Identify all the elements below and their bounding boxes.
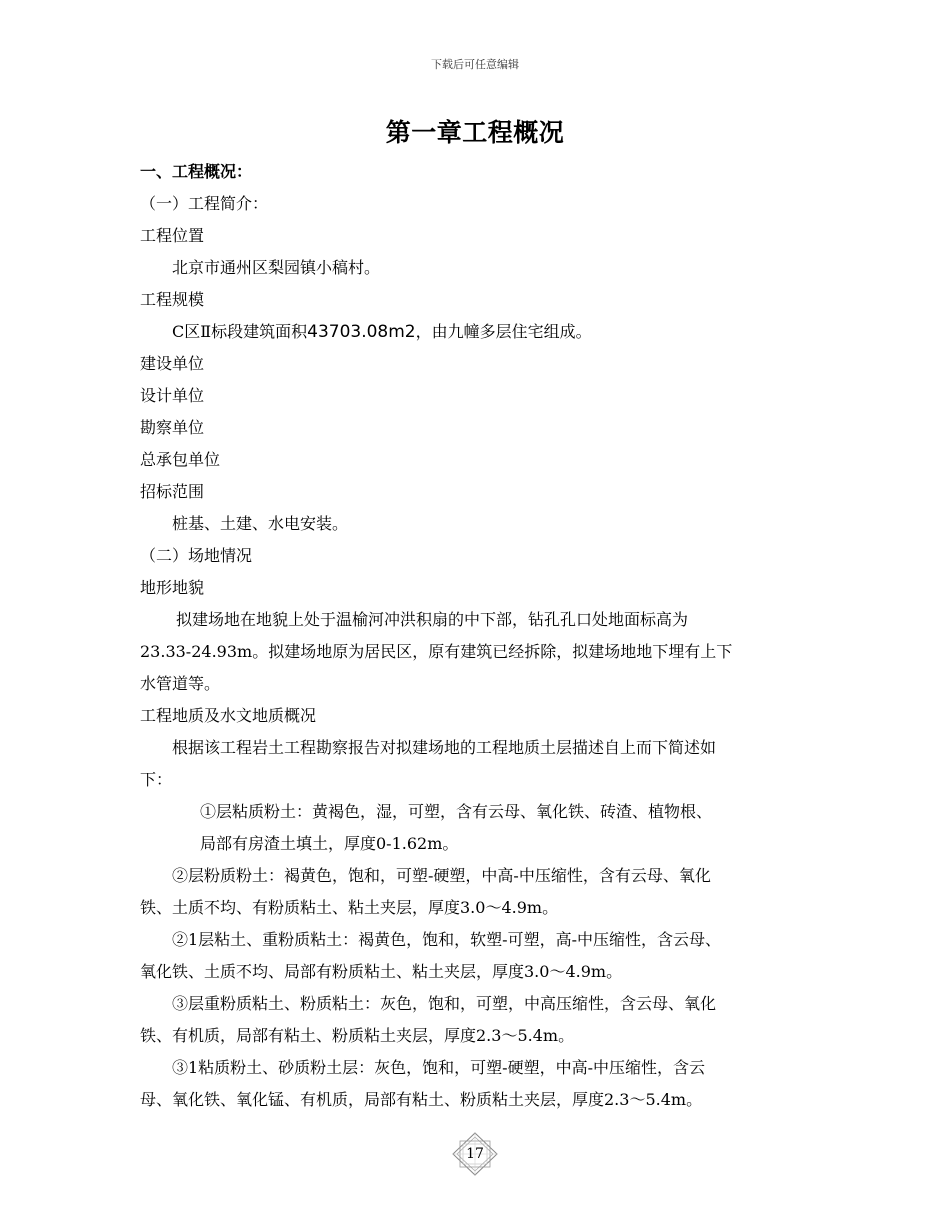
page-number-badge	[452, 1132, 498, 1176]
section-heading: 一、工程概况：	[140, 162, 253, 181]
document-body	[140, 156, 812, 1116]
layer-description-line: ①层粘质粉土：黄褐色，湿，可塑，含有云母、氧化铁、砖渣、植物根、	[200, 802, 713, 821]
page-number: 17	[466, 1146, 484, 1162]
layer-description-line: 局部有房渣土填土，厚度0-1.62m。	[200, 834, 459, 853]
bid-label: 招标范围	[140, 482, 205, 501]
scale-label: 工程规模	[140, 290, 205, 309]
geology-paragraph-line: 根据该工程岩土工程勘察报告对拟建场地的工程地质土层描述自上而下简述如	[172, 738, 717, 757]
subsection-heading: （二）场地情况	[140, 546, 253, 565]
chapter-title: 第一章工程概况	[385, 118, 565, 147]
layer-description-line: ③1粘质粉土、砂质粉土层：灰色，饱和，可塑-硬塑，中高-中压缩性，含云	[172, 1058, 705, 1077]
bid-value: 桩基、土建、水电安装。	[172, 514, 349, 533]
layer-description-line: 氧化铁、土质不均、局部有粉质粘土、粘土夹层，厚度3.0～4.9m。	[140, 962, 623, 981]
layer-description-line: ③层重粉质粘土、粉质粘土：灰色，饱和，可塑，中高压缩性，含云母、氧化	[172, 994, 717, 1013]
page-header-note: 下载后可任意编辑	[431, 58, 519, 71]
surveyor-label: 勘察单位	[140, 418, 205, 437]
terrain-paragraph-line: 23.33-24.93m。拟建场地原为居民区，原有建筑已经拆除，拟建场地地下埋有上下	[140, 642, 733, 661]
subsection-heading: （一）工程简介：	[140, 194, 269, 213]
contractor-label: 总承包单位	[140, 450, 221, 469]
geology-paragraph-line: 下：	[140, 770, 173, 789]
location-value: 北京市通州区梨园镇小稿村。	[172, 258, 381, 277]
builder-label: 建设单位	[140, 354, 205, 373]
geology-label: 工程地质及水文地质概况	[140, 706, 317, 725]
layer-description-line: 铁、有机质，局部有粘土、粉质粘土夹层，厚度2.3～5.4m。	[140, 1026, 575, 1045]
layer-description-line: ②1层粘土、重粉质粘土：褐黄色，饱和，软塑-可塑，高-中压缩性，含云母、	[172, 930, 721, 949]
layer-description-line: 铁、土质不均、有粉质粘土、粘土夹层，厚度3.0～4.9m。	[140, 898, 559, 917]
scale-area: 43703.08m2	[307, 322, 416, 342]
location-label: 工程位置	[140, 226, 205, 245]
terrain-paragraph-line: 拟建场地在地貌上处于温榆河冲洪积扇的中下部，钻孔孔口处地面标高为	[176, 610, 689, 629]
designer-label: 设计单位	[140, 386, 205, 405]
terrain-label: 地形地貌	[140, 578, 205, 597]
layer-description-line: 母、氧化铁、氧化锰、有机质，局部有粘土、粉质粘土夹层，厚度2.3～5.4m。	[140, 1090, 703, 1109]
scale-suffix: ，由九幢多层住宅组成。	[415, 322, 592, 341]
scale-value	[140, 316, 812, 348]
terrain-paragraph-line: 水管道等。	[140, 674, 221, 693]
scale-prefix: C区Ⅱ标段建筑面积	[172, 322, 308, 341]
layer-description-line: ②层粉质粉土：褐黄色，饱和，可塑-硬塑，中高-中压缩性，含有云母、氧化	[172, 866, 711, 885]
